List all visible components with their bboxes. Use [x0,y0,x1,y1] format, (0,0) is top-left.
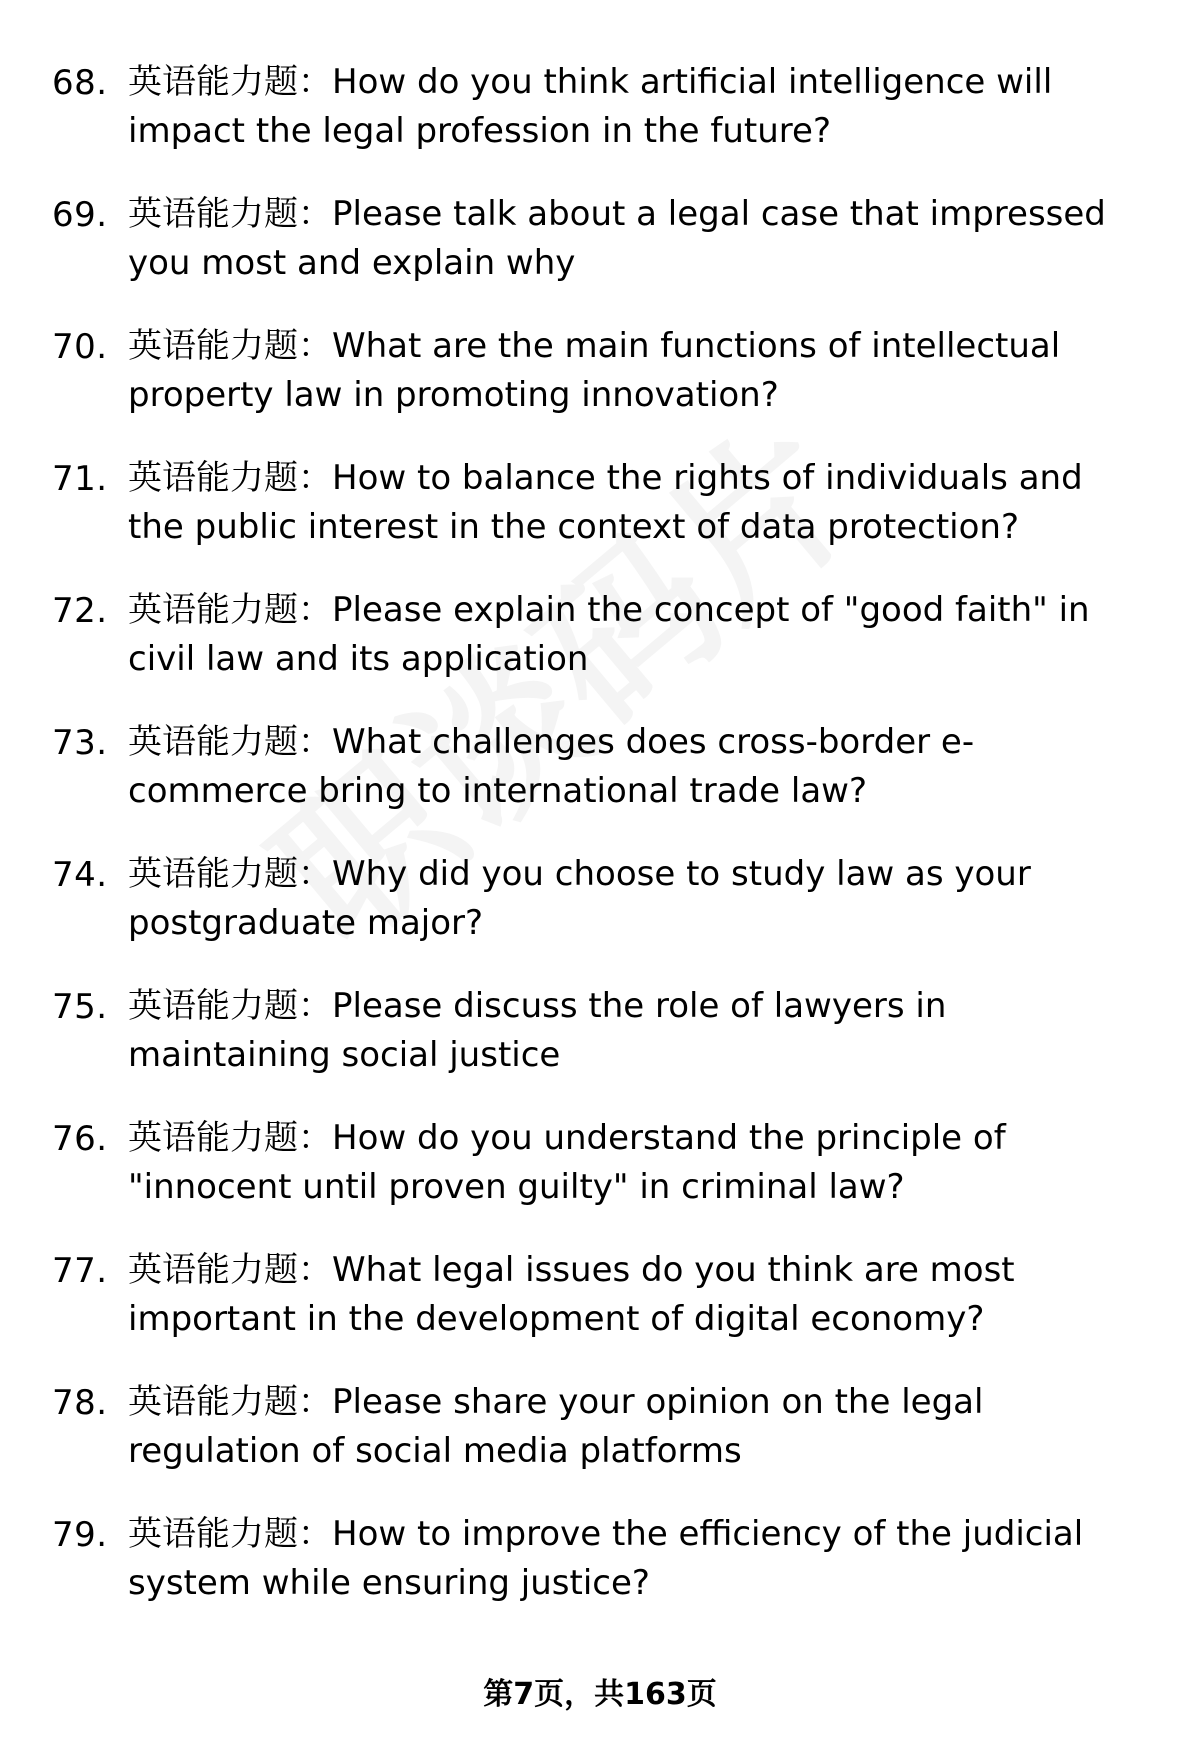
question-number: 77. [52,1251,108,1291]
question-item [52,58,1132,190]
question-text: Please discuss the role of lawyers in maintaining social justice [128,986,947,1075]
question-item [52,454,1132,586]
question-text-block [128,454,1132,552]
question-label: 英语能力题： [128,1118,332,1158]
question-number: 74. [52,855,108,895]
question-text-block [128,982,1132,1080]
question-item [52,190,1132,322]
question-label: 英语能力题： [128,590,332,630]
question-label: 英语能力题： [128,458,332,498]
question-number: 76. [52,1119,108,1159]
page-number-footer: 第7页，共163页 [483,1677,717,1712]
question-text: What are the main functions of intellectual property law in promoting innovation? [128,326,1061,415]
question-text: How to balance the rights of individuals and the public interest in the context of data protection? [128,458,1083,547]
question-text-block [128,1378,1132,1476]
question-number: 71. [52,459,108,499]
question-number: 75. [52,987,108,1027]
question-text-block [128,322,1132,420]
question-label: 英语能力题： [128,1250,332,1290]
question-label: 英语能力题： [128,62,332,102]
question-label: 英语能力题： [128,326,332,366]
question-text-block [128,1114,1132,1212]
question-text: How to improve the efficiency of the judicial system while ensuring justice? [128,1514,1084,1603]
question-text: Please explain the concept of "good faith" in civil law and its application [128,590,1090,679]
question-item [52,718,1132,850]
question-list [52,58,1132,1642]
question-label: 英语能力题： [128,854,332,894]
question-number: 78. [52,1383,108,1423]
question-number: 69. [52,195,108,235]
question-text: How do you understand the principle of "innocent until proven guilty" in criminal law? [128,1118,1006,1207]
question-item [52,1378,1132,1510]
question-number: 79. [52,1515,108,1555]
question-item [52,850,1132,982]
question-item [52,1114,1132,1246]
question-number: 72. [52,591,108,631]
question-text-block [128,586,1132,684]
question-text-block [128,718,1132,816]
question-text: How do you think artificial intelligence will impact the legal profession in the future? [128,62,1053,151]
question-item [52,1246,1132,1378]
question-number: 70. [52,327,108,367]
question-item [52,982,1132,1114]
question-text: Please share your opinion on the legal regulation of social media platforms [128,1382,984,1471]
question-item [52,322,1132,454]
question-text-block [128,190,1132,288]
question-label: 英语能力题： [128,1382,332,1422]
question-label: 英语能力题： [128,194,332,234]
question-text: What legal issues do you think are most important in the development of digital economy? [128,1250,1015,1339]
question-text-block [128,58,1132,156]
question-number: 68. [52,63,108,103]
question-text-block [128,1510,1132,1608]
question-text-block [128,1246,1132,1344]
question-item [52,586,1132,718]
question-text: Please talk about a legal case that impressed you most and explain why [128,194,1106,283]
question-number: 73. [52,723,108,763]
question-item [52,1510,1132,1642]
question-label: 英语能力题： [128,986,332,1026]
question-label: 英语能力题： [128,1514,332,1554]
question-text-block [128,850,1132,948]
question-label: 英语能力题： [128,722,332,762]
question-text: What challenges does cross-border e-commerce bring to international trade law? [128,722,975,811]
question-text: Why did you choose to study law as your postgraduate major? [128,854,1031,943]
